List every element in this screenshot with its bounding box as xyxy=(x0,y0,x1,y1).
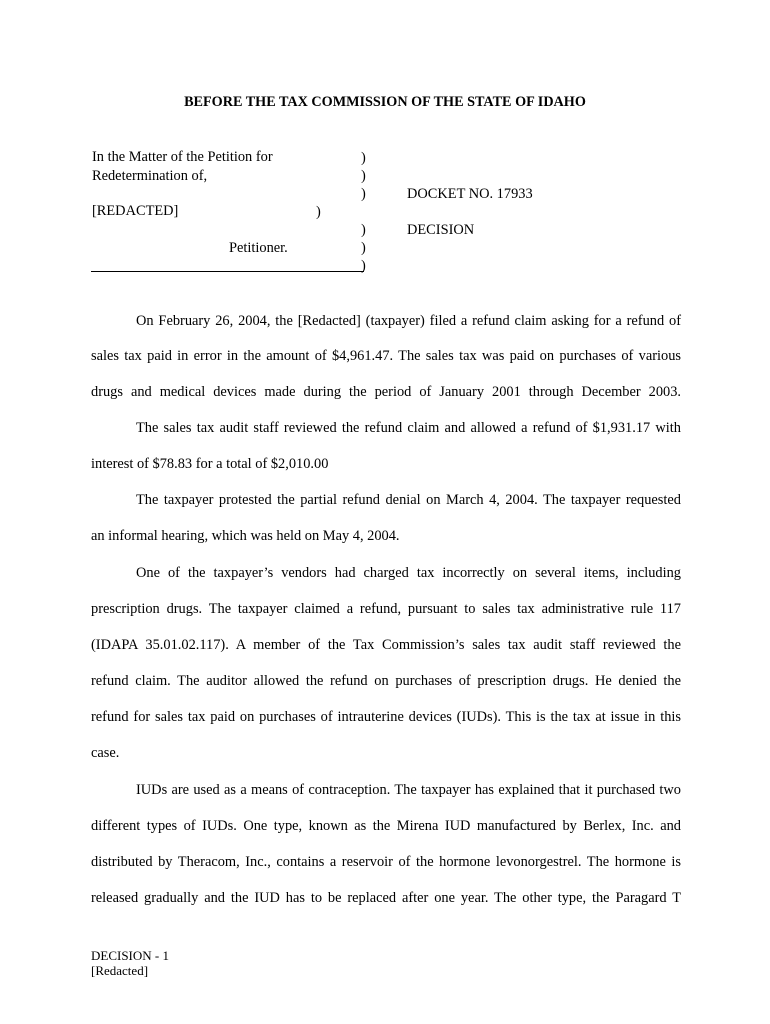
body-line: distributed by Theracom, Inc., contains a reservoir of the hormone levonorgestrel. The hormone is xyxy=(91,854,681,870)
document-title: BEFORE THE TAX COMMISSION OF THE STATE OF IDAHO xyxy=(184,94,586,110)
body-line: sales tax paid in error in the amount of $4,961.47. The sales tax was paid on purchases of various xyxy=(91,348,681,364)
body-line: IUDs are used as a means of contraception. The taxpayer has explained that it purchased two xyxy=(136,782,681,798)
body-line: (IDAPA 35.01.02.117). A member of the Tax Commission’s sales tax audit staff reviewed the xyxy=(91,637,681,653)
caption-paren: ) xyxy=(361,150,366,166)
footer-page-label: DECISION - 1 xyxy=(91,948,169,963)
body-line: refund claim. The auditor allowed the refund on purchases of prescription drugs. He denied the xyxy=(91,673,681,689)
caption-matter-line-1: In the Matter of the Petition for xyxy=(92,149,273,165)
body-line: an informal hearing, which was held on May 4, 2004. xyxy=(91,528,400,544)
body-line: different types of IUDs. One type, known as the Mirena IUD manufactured by Berlex, Inc. and xyxy=(91,818,681,834)
body-line: On February 26, 2004, the [Redacted] (taxpayer) filed a refund claim asking for a refund of xyxy=(136,313,681,329)
body-line: released gradually and the IUD has to be replaced after one year. The other type, the Paragard T xyxy=(91,890,681,906)
caption-paren: ) xyxy=(361,186,366,202)
body-line: refund for sales tax paid on purchases of intrauterine devices (IUDs). This is the tax at issue in this xyxy=(91,709,681,725)
footer-redacted: [Redacted] xyxy=(91,963,149,978)
body-line: One of the taxpayer’s vendors had charged tax incorrectly on several items, including xyxy=(136,565,681,581)
caption-petitioner-label: Petitioner. xyxy=(229,240,288,256)
body-line: The taxpayer protested the partial refund denial on March 4, 2004. The taxpayer requested xyxy=(136,492,681,508)
caption-paren: ) xyxy=(361,168,366,184)
body-line: prescription drugs. The taxpayer claimed a refund, pursuant to sales tax administrative rule 117 xyxy=(91,601,681,617)
body-line: drugs and medical devices made during the period of January 2001 through December 2003. xyxy=(91,384,681,400)
body-line: The sales tax audit staff reviewed the refund claim and allowed a refund of $1,931.17 with xyxy=(136,420,681,436)
decision-label: DECISION xyxy=(407,222,475,238)
docket-number: DOCKET NO. 17933 xyxy=(407,186,533,202)
caption-party-name: [REDACTED] xyxy=(92,203,179,219)
caption-paren: ) xyxy=(361,222,366,238)
caption-paren: ) xyxy=(361,258,366,274)
caption-paren: ) xyxy=(316,204,321,220)
body-line: interest of $78.83 for a total of $2,010.00 xyxy=(91,456,329,472)
caption-signature-rule xyxy=(91,271,364,272)
caption-paren: ) xyxy=(361,240,366,256)
caption-matter-line-2: Redetermination of, xyxy=(92,168,208,184)
body-line: case. xyxy=(91,745,120,761)
